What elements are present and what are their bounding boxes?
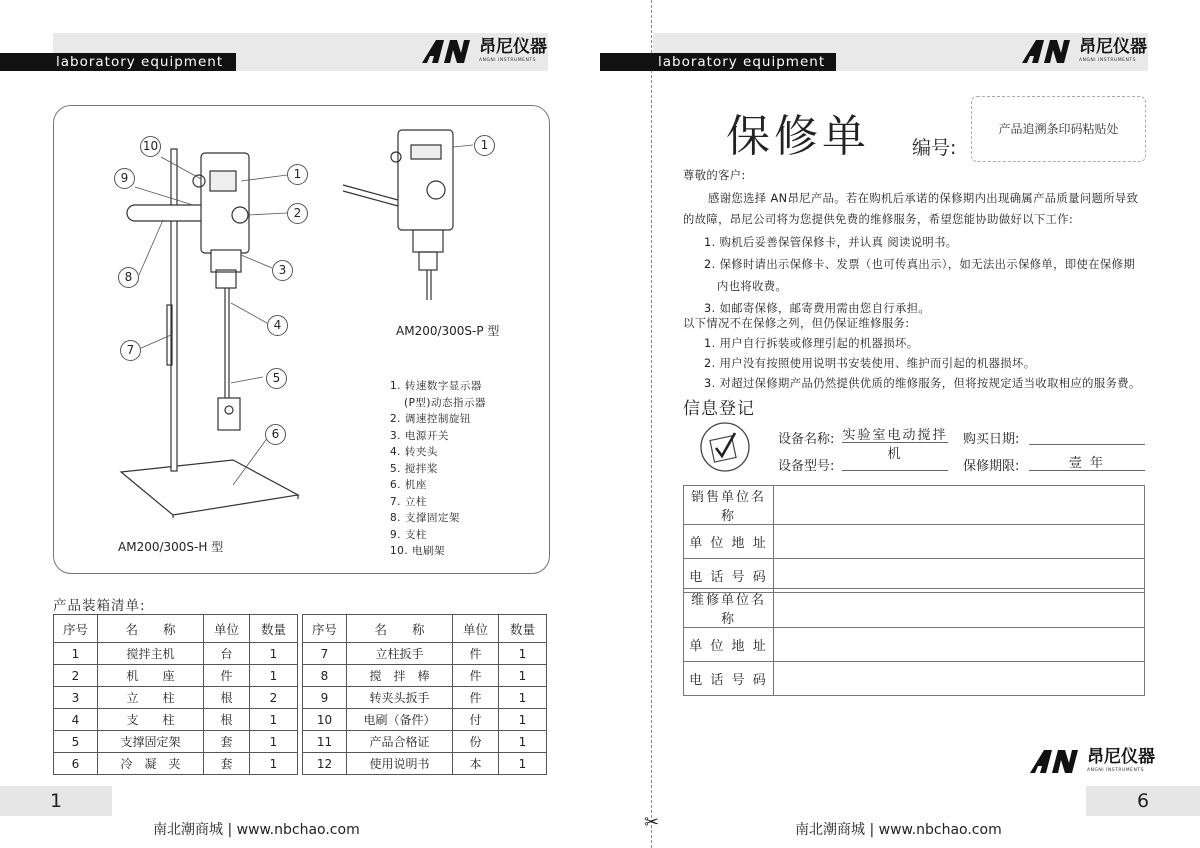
model-label-p: AM200/300S-P 型 xyxy=(396,324,500,338)
brand-name-en: ANGNI INSTRUMENTS xyxy=(1079,58,1136,63)
callout-4: 4 xyxy=(267,315,288,336)
row-label: 电 话 号 码 xyxy=(684,559,774,593)
row-label: 单 位 地 址 xyxy=(684,525,774,559)
greeting: 尊敬的客户: xyxy=(683,169,746,182)
an-logo-icon xyxy=(1020,38,1076,64)
table-cell: 电刷（备件） xyxy=(347,709,453,731)
device-name-field[interactable]: 实验室电动搅拌机 xyxy=(842,424,948,443)
table-row xyxy=(54,643,298,665)
table-cell: 10 xyxy=(303,709,347,731)
col-header: 单位 xyxy=(453,615,499,643)
callout-9: 9 xyxy=(114,168,135,189)
table-cell: 8 xyxy=(303,665,347,687)
table-cell: 5 xyxy=(54,731,98,753)
footer-text: 南北潮商城 | www.nbchao.com xyxy=(153,822,360,838)
legend-item: (P型)动态指示器 xyxy=(404,396,487,409)
table-cell: 件 xyxy=(453,665,499,687)
legend-item: 3. 电源开关 xyxy=(390,429,449,442)
callout-10: 10 xyxy=(140,136,161,157)
table-cell: 1 xyxy=(250,709,298,731)
table-row xyxy=(303,753,547,775)
table-cell: 产品合格证 xyxy=(347,731,453,753)
table-cell: 支 柱 xyxy=(98,709,204,731)
sales-unit-table xyxy=(683,485,1145,593)
table-cell: 1 xyxy=(499,731,547,753)
footer-text: 南北潮商城 | www.nbchao.com xyxy=(795,822,1002,838)
table-cell: 1 xyxy=(499,643,547,665)
table-row xyxy=(54,687,298,709)
table-cell: 件 xyxy=(453,687,499,709)
sales-unit-name-field[interactable] xyxy=(774,486,1145,525)
page-number: 1 xyxy=(0,786,112,816)
table-cell: 份 xyxy=(453,731,499,753)
table-cell: 立柱扳手 xyxy=(347,643,453,665)
callout-1: 1 xyxy=(287,164,308,185)
instruction-item: 1. 购机后妥善保管保修卡，并认真 阅读说明书。 xyxy=(704,236,958,249)
table-cell: 3 xyxy=(54,687,98,709)
table-cell: 件 xyxy=(453,643,499,665)
exclusion-item: 2. 用户没有按照使用说明书安装使用、维护而引起的机器损坏。 xyxy=(704,357,1036,370)
table-row xyxy=(303,731,547,753)
table-cell: 付 xyxy=(453,709,499,731)
table-cell: 转夹头扳手 xyxy=(347,687,453,709)
table-cell: 1 xyxy=(499,665,547,687)
table-row xyxy=(303,643,547,665)
col-header: 数量 xyxy=(499,615,547,643)
brand-name-cn: 昂尼仪器 xyxy=(1087,747,1155,767)
callout-1-p: 1 xyxy=(474,135,495,156)
device-name-label: 设备名称: xyxy=(778,432,835,447)
table-cell: 12 xyxy=(303,753,347,775)
purchase-date-field[interactable] xyxy=(1029,426,1145,445)
legend-item: 1. 转速数字显示器 xyxy=(390,380,482,392)
legend-item: 5. 搅拌桨 xyxy=(390,462,438,475)
table-cell: 本 xyxy=(453,753,499,775)
table-cell: 1 xyxy=(499,709,547,731)
an-logo-icon xyxy=(1028,748,1084,774)
header-tagline: laboratory equipment xyxy=(600,53,836,71)
callout-2: 2 xyxy=(287,203,308,224)
row-label: 单 位 地 址 xyxy=(684,628,774,662)
legend-item: 2. 调速控制旋钮 xyxy=(390,413,471,425)
row-label: 销售单位名称 xyxy=(684,486,774,525)
legend-item: 7. 立柱 xyxy=(390,495,427,508)
intro-line-1: 感谢您选择 AN昂尼产品。若在购机后承诺的保修期内出现确属产品质量问题所导致 xyxy=(708,192,1139,205)
table-cell: 立 柱 xyxy=(98,687,204,709)
sales-unit-address-field[interactable] xyxy=(774,525,1145,559)
table-cell: 根 xyxy=(204,709,250,731)
scissors-icon: ✂ xyxy=(644,812,660,833)
callout-5: 5 xyxy=(266,368,287,389)
brand-name-cn: 昂尼仪器 xyxy=(1079,37,1147,57)
row-label: 电 话 号 码 xyxy=(684,662,774,696)
barcode-placeholder: 产品追溯条印码粘贴处 xyxy=(971,96,1146,162)
warranty-title: 保修单 xyxy=(726,111,870,162)
device-model-field[interactable] xyxy=(842,452,948,471)
table-cell: 1 xyxy=(250,731,298,753)
model-label-h: AM200/300S-H 型 xyxy=(118,540,224,554)
callout-6: 6 xyxy=(265,424,286,445)
brand-name-en: ANGNI INSTRUMENTS xyxy=(1087,768,1144,773)
table-cell: 1 xyxy=(250,665,298,687)
repair-unit-address-field[interactable] xyxy=(774,628,1145,662)
table-row xyxy=(303,665,547,687)
packing-table-right xyxy=(302,614,547,775)
table-cell: 套 xyxy=(204,731,250,753)
table-row xyxy=(303,687,547,709)
callout-3: 3 xyxy=(272,260,293,281)
table-cell: 1 xyxy=(499,753,547,775)
table-cell: 9 xyxy=(303,687,347,709)
purchase-date-label: 购买日期: xyxy=(963,432,1020,447)
brand-logo-footer xyxy=(1028,748,1155,774)
warranty-period-label: 保修期限: xyxy=(963,459,1020,474)
instruction-item: 内也将收费。 xyxy=(717,280,788,293)
repair-unit-phone-field[interactable] xyxy=(774,662,1145,696)
table-row xyxy=(54,731,298,753)
instruction-item: 3. 如邮寄保修，邮寄费用需由您自行承担。 xyxy=(704,302,931,315)
callout-7: 7 xyxy=(120,340,141,361)
brand-logo xyxy=(1020,38,1147,64)
register-check-icon xyxy=(699,421,751,473)
table-cell: 2 xyxy=(250,687,298,709)
legend-item: 6. 机座 xyxy=(390,479,427,491)
table-cell: 台 xyxy=(204,643,250,665)
legend-item: 4. 转夹头 xyxy=(390,446,438,458)
legend-item: 9. 支柱 xyxy=(390,528,427,541)
serial-number-label: 编号: xyxy=(912,137,957,159)
header-tagline: laboratory equipment xyxy=(0,53,236,71)
callout-8: 8 xyxy=(118,267,139,288)
table-cell: 搅 拌 棒 xyxy=(347,665,453,687)
table-cell: 使用说明书 xyxy=(347,753,453,775)
table-cell: 1 xyxy=(499,687,547,709)
table-cell: 4 xyxy=(54,709,98,731)
table-row xyxy=(303,709,547,731)
brand-name-en: ANGNI INSTRUMENTS xyxy=(479,58,536,63)
table-cell: 7 xyxy=(303,643,347,665)
parts-legend xyxy=(390,378,486,560)
table-row xyxy=(54,709,298,731)
exclusion-item: 1. 用户自行拆装或修理引起的机器损坏。 xyxy=(704,337,919,350)
brand-logo xyxy=(420,38,547,64)
table-cell: 搅拌主机 xyxy=(98,643,204,665)
table-cell: 支撑固定架 xyxy=(98,731,204,753)
an-logo-icon xyxy=(420,38,476,64)
table-cell: 1 xyxy=(54,643,98,665)
col-header: 名 称 xyxy=(98,615,204,643)
exclusion-intro: 以下情况不在保修之列，但仍保证维修服务: xyxy=(683,317,910,330)
intro-line-2: 的故障，昂尼公司将为您提供免费的维修服务，希望您能协助做好以下工作: xyxy=(683,213,1074,226)
device-model-label: 设备型号: xyxy=(778,459,835,474)
table-cell: 机 座 xyxy=(98,665,204,687)
col-header: 序号 xyxy=(303,615,347,643)
repair-unit-table xyxy=(683,588,1145,696)
col-header: 数量 xyxy=(250,615,298,643)
table-cell: 1 xyxy=(250,753,298,775)
info-title: 信息登记 xyxy=(683,399,755,419)
col-header: 名 称 xyxy=(347,615,453,643)
packing-table-left xyxy=(53,614,298,775)
table-cell: 11 xyxy=(303,731,347,753)
table-row xyxy=(54,753,298,775)
warranty-period-field[interactable]: 壹 年 xyxy=(1029,452,1145,471)
legend-item: 8. 支撑固定架 xyxy=(390,512,460,524)
table-cell: 6 xyxy=(54,753,98,775)
table-cell: 冷 凝 夹 xyxy=(98,753,204,775)
col-header: 序号 xyxy=(54,615,98,643)
instruction-item: 2. 保修时请出示保修卡、发票（也可传真出示），如无法出示保修单，即使在保修期 xyxy=(704,258,1136,271)
legend-item: 10. 电刷架 xyxy=(390,545,446,557)
table-cell: 件 xyxy=(204,665,250,687)
repair-unit-name-field[interactable] xyxy=(774,589,1145,628)
packing-list-title: 产品装箱清单: xyxy=(53,598,146,614)
exclusion-item: 3. 对超过保修期产品仍然提供优质的维修服务，但将按规定适当收取相应的服务费。 xyxy=(704,377,1141,390)
table-cell: 套 xyxy=(204,753,250,775)
table-cell: 2 xyxy=(54,665,98,687)
col-header: 单位 xyxy=(204,615,250,643)
table-cell: 1 xyxy=(250,643,298,665)
brand-name-cn: 昂尼仪器 xyxy=(479,37,547,57)
table-row xyxy=(54,665,298,687)
table-cell: 根 xyxy=(204,687,250,709)
row-label: 维修单位名称 xyxy=(684,589,774,628)
page-number: 6 xyxy=(1086,786,1200,816)
